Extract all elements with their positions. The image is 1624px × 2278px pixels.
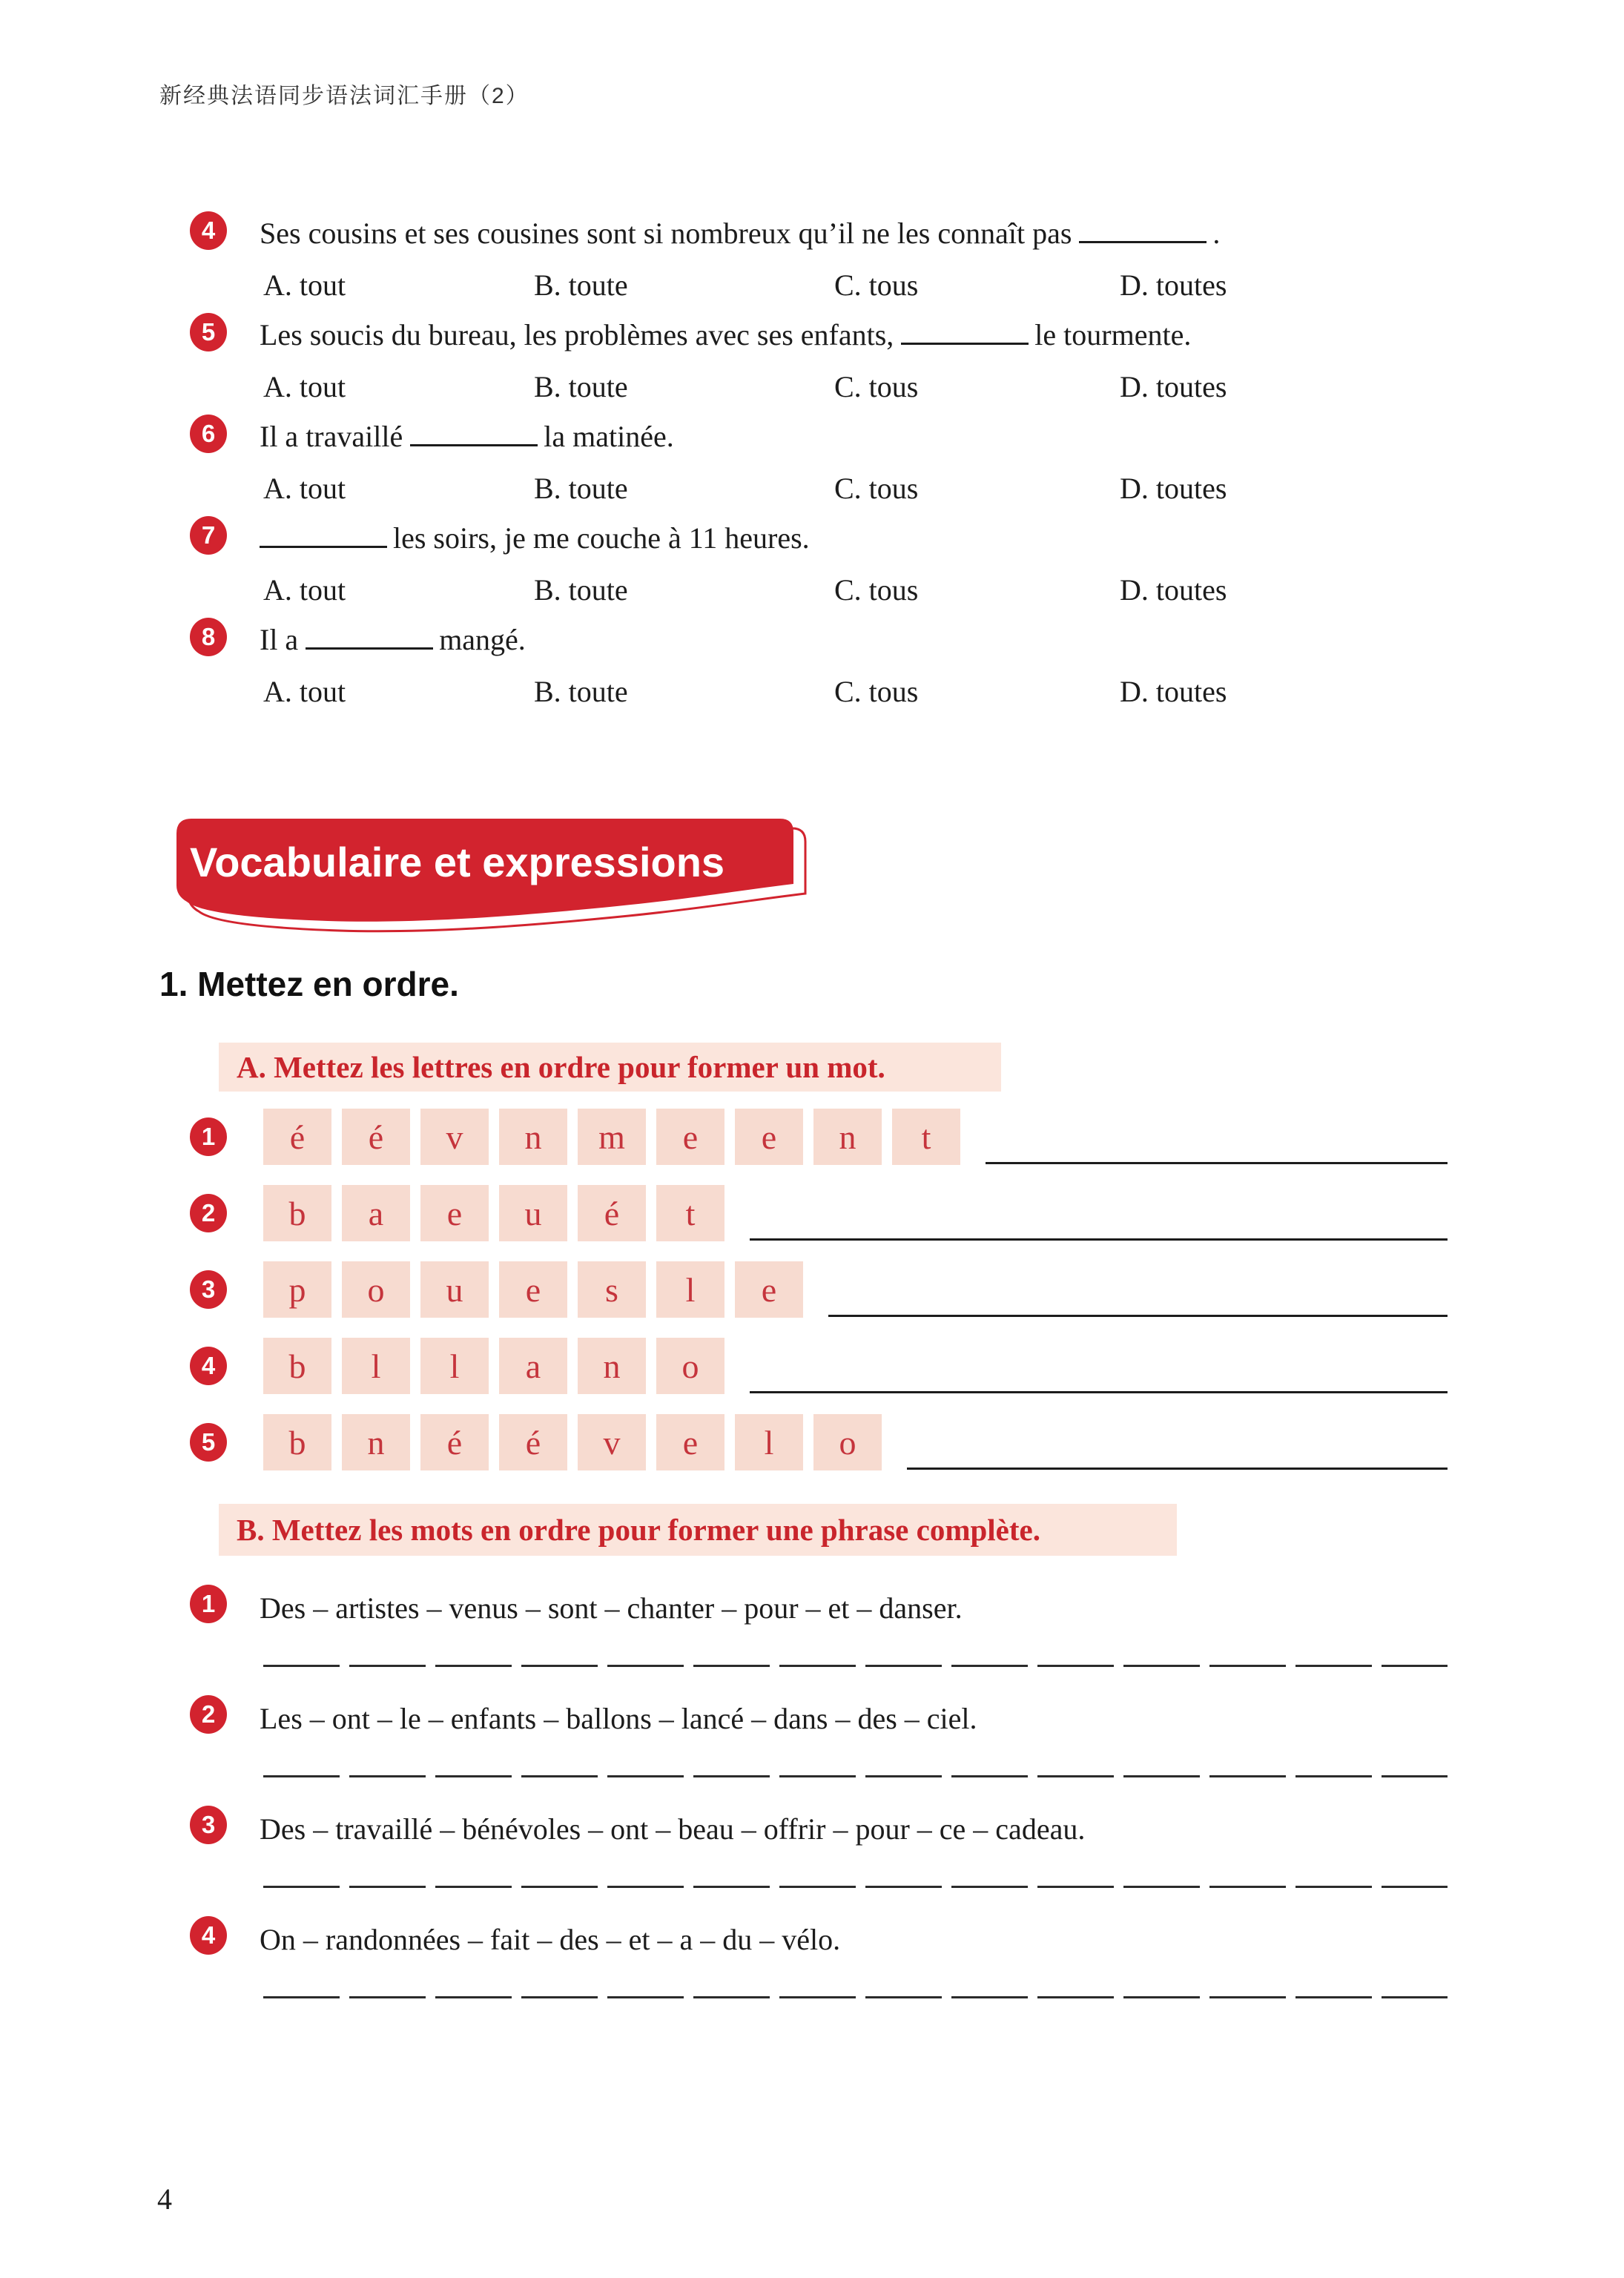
answer-blank — [1079, 211, 1207, 243]
question-text — [260, 415, 674, 457]
letter-tile: e — [420, 1185, 489, 1241]
letter-tile: b — [263, 1338, 331, 1394]
option-choice: B. toute — [534, 268, 628, 302]
letter-tile: v — [420, 1109, 489, 1165]
question-number-badge: 7 — [190, 516, 227, 555]
letter-tile: a — [499, 1338, 567, 1394]
item-number-badge: 3 — [190, 1270, 227, 1309]
letter-tile: é — [578, 1185, 646, 1241]
letter-tile: n — [499, 1109, 567, 1165]
mcq-question — [190, 313, 1495, 415]
sentence-order-item — [190, 1700, 1495, 1796]
letter-tile: e — [656, 1414, 724, 1470]
letter-tiles — [263, 1261, 813, 1318]
item-number-badge: 1 — [190, 1117, 227, 1156]
item-number-badge: 4 — [190, 1347, 227, 1385]
option-choice: B. toute — [534, 573, 628, 607]
question-text-after: . — [1212, 217, 1221, 250]
options-row — [190, 672, 1495, 712]
section-banner-title: Vocabulaire et expressions — [190, 839, 725, 885]
sentence-order-item — [190, 1921, 1495, 2017]
item-number-badge: 3 — [190, 1806, 227, 1844]
mcq-question — [190, 415, 1495, 516]
answer-blank — [306, 618, 433, 650]
letter-tile: n — [813, 1109, 882, 1165]
item-number-badge: 2 — [190, 1695, 227, 1734]
question-text — [260, 618, 526, 660]
answer-line — [986, 1162, 1448, 1164]
letter-tile: l — [656, 1261, 724, 1318]
sentence-order-item — [190, 1589, 1495, 1686]
question-number-badge: 6 — [190, 415, 227, 453]
option-choice: D. toutes — [1120, 472, 1227, 505]
answer-line-segmented — [263, 1775, 1448, 1777]
question-text-before: Ses cousins et ses cousines sont si nombreux qu’il ne les connaît pas — [260, 217, 1072, 250]
letter-tile: l — [342, 1338, 410, 1394]
question-number-badge: 5 — [190, 313, 227, 351]
scrambled-sentence: On – randonnées – fait – des – et – a – du – vélo. — [260, 1923, 841, 1956]
letter-tile: e — [656, 1109, 724, 1165]
question-text — [260, 211, 1220, 254]
letter-tile: o — [342, 1261, 410, 1318]
options-row — [190, 570, 1495, 610]
answer-line — [750, 1238, 1448, 1241]
item-number-badge: 1 — [190, 1585, 227, 1623]
letter-tile: t — [892, 1109, 960, 1165]
question-number-badge: 4 — [190, 211, 227, 250]
answer-line-segmented — [263, 1996, 1448, 1998]
question-text — [260, 313, 1191, 355]
item-number-badge: 5 — [190, 1423, 227, 1462]
letter-tile: l — [420, 1338, 489, 1394]
option-choice: D. toutes — [1120, 573, 1227, 607]
question-text-after: la matinée. — [544, 420, 674, 453]
letter-tiles — [263, 1109, 971, 1165]
section-banner — [157, 816, 847, 934]
question-text-after: mangé. — [439, 623, 526, 656]
mcq-question — [190, 516, 1495, 618]
question-text — [260, 516, 810, 558]
letter-tile: o — [813, 1414, 882, 1470]
question-number-badge: 8 — [190, 618, 227, 656]
letter-tile: p — [263, 1261, 331, 1318]
option-choice: D. toutes — [1120, 268, 1227, 302]
scrambled-sentence: Des – artistes – venus – sont – chanter – pour – et – danser. — [260, 1591, 963, 1625]
letter-tile: u — [499, 1185, 567, 1241]
letter-tile: e — [499, 1261, 567, 1318]
option-choice: C. tous — [834, 472, 919, 505]
options-row — [190, 265, 1495, 306]
letter-tile: u — [420, 1261, 489, 1318]
question-text-before: Il a travaillé — [260, 420, 403, 453]
option-choice: A. tout — [263, 472, 346, 505]
answer-line-segmented — [263, 1665, 1448, 1667]
letter-scramble-item — [190, 1261, 1495, 1321]
letter-tiles — [263, 1414, 892, 1470]
question-text-before: Les soucis du bureau, les problèmes avec ses enfants, — [260, 318, 894, 351]
question-text-before: Il a — [260, 623, 299, 656]
running-header: 新经典法语同步语法词汇手册（2） — [159, 84, 529, 108]
letter-tile: n — [342, 1414, 410, 1470]
letter-tile: s — [578, 1261, 646, 1318]
answer-line — [907, 1468, 1448, 1470]
mcq-question — [190, 618, 1495, 719]
answer-blank — [260, 516, 387, 548]
answer-line — [750, 1391, 1448, 1393]
letter-tile: m — [578, 1109, 646, 1165]
letter-scramble-item — [190, 1185, 1495, 1244]
option-choice: A. tout — [263, 573, 346, 607]
option-choice: B. toute — [534, 370, 628, 403]
letter-tile: b — [263, 1414, 331, 1470]
letter-tile: é — [499, 1414, 567, 1470]
answer-blank — [901, 313, 1029, 345]
option-choice: A. tout — [263, 268, 346, 302]
option-choice: B. toute — [534, 472, 628, 505]
scrambled-sentence: Des – travaillé – bénévoles – ont – beau – offrir – pour – ce – cadeau. — [260, 1812, 1086, 1846]
options-row — [190, 469, 1495, 509]
letter-scramble-item — [190, 1414, 1495, 1473]
page-number: 4 — [157, 2182, 172, 2216]
option-choice: B. toute — [534, 675, 628, 708]
option-choice: C. tous — [834, 370, 919, 403]
letter-tile: é — [420, 1414, 489, 1470]
answer-line — [828, 1315, 1448, 1317]
part-b-heading: B. Mettez les mots en ordre pour former une phrase complète. — [219, 1504, 1177, 1556]
letter-scramble-item — [190, 1109, 1495, 1168]
letter-tile: t — [656, 1185, 724, 1241]
letter-tile: é — [342, 1109, 410, 1165]
letter-tile: n — [578, 1338, 646, 1394]
exercise-title: 1. Mettez en ordre. — [159, 965, 459, 1003]
question-text-after: les soirs, je me couche à 11 heures. — [393, 521, 810, 555]
letter-tile: o — [656, 1338, 724, 1394]
letter-tile: l — [735, 1414, 803, 1470]
letter-tile: a — [342, 1185, 410, 1241]
letter-tile: é — [263, 1109, 331, 1165]
option-choice: D. toutes — [1120, 675, 1227, 708]
letter-tiles — [263, 1338, 735, 1394]
answer-line-segmented — [263, 1886, 1448, 1888]
letter-tile: b — [263, 1185, 331, 1241]
scrambled-sentence: Les – ont – le – enfants – ballons – lancé – dans – des – ciel. — [260, 1702, 977, 1735]
answer-blank — [410, 415, 538, 446]
option-choice: C. tous — [834, 675, 919, 708]
item-number-badge: 2 — [190, 1194, 227, 1232]
option-choice: C. tous — [834, 573, 919, 607]
letter-tiles — [263, 1185, 735, 1241]
sentence-order-item — [190, 1810, 1495, 1906]
question-text-after: le tourmente. — [1034, 318, 1192, 351]
option-choice: C. tous — [834, 268, 919, 302]
options-row — [190, 367, 1495, 407]
option-choice: A. tout — [263, 370, 346, 403]
letter-tile: e — [735, 1109, 803, 1165]
part-a-heading: A. Mettez les lettres en ordre pour former un mot. — [219, 1043, 1001, 1092]
letter-tile: v — [578, 1414, 646, 1470]
option-choice: A. tout — [263, 675, 346, 708]
letter-scramble-item — [190, 1338, 1495, 1397]
mcq-question — [190, 211, 1495, 313]
letter-tile: e — [735, 1261, 803, 1318]
item-number-badge: 4 — [190, 1916, 227, 1955]
option-choice: D. toutes — [1120, 370, 1227, 403]
